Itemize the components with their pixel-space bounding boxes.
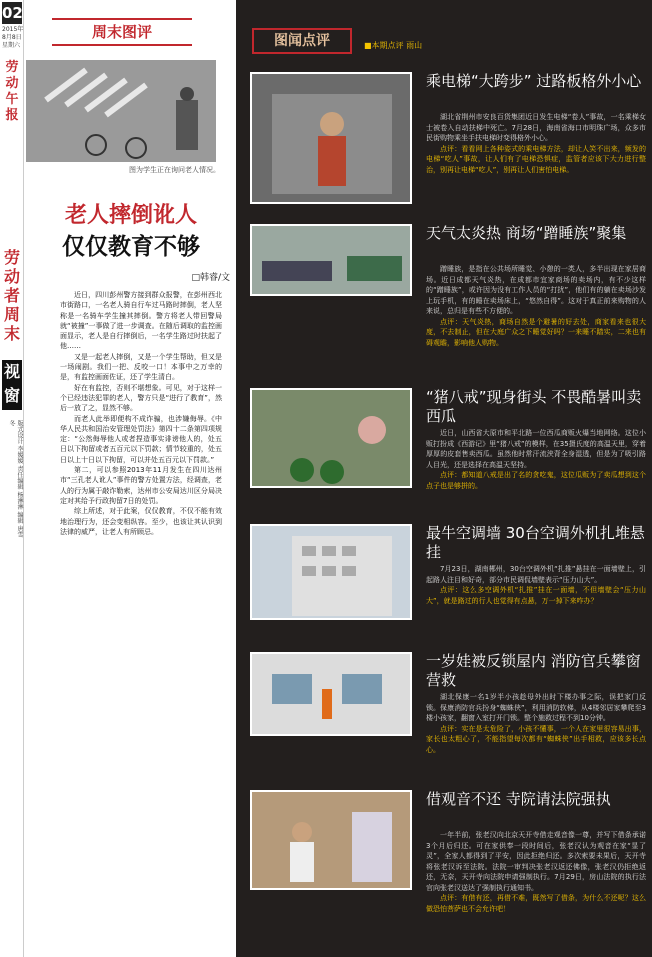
news-item-sleepers: [250, 224, 646, 374]
article-paragraph: 好在有监控，否则不堪想象。可见，对于这样一个已经违法犯罪的老人，警方只是“进行了教育”，然后一放了之，显然不够。: [60, 383, 222, 413]
item-title: 一岁娃被反锁屋内 消防官兵攀窗营救: [426, 652, 641, 689]
section-tag: 视窗: [2, 360, 22, 410]
sleepers-photo: [250, 224, 412, 296]
item-text: 湖北省荆州市安良百货集团近日发生电梯“卷人”事故，一名乘梯女士被卷入自动扶梯中死亡。7月28日，海南省海口市明珠广场，众多市民街购物乘坐手扶电梯时变得格外小心。: [426, 113, 646, 142]
item-body: [426, 692, 646, 755]
newspaper-logo: 劳动午报: [5, 60, 19, 123]
item-comment: 点评：实在是太危险了，小孩不懂事，一个人在家里很容易出事，家长也太粗心了，不能指望每次都有“蜘蛛侠”出手相救，应该多长点心。: [426, 724, 646, 754]
item-title: 借观音不还 寺院请法院强执: [426, 790, 611, 808]
item-comment: 点评：有借有还，再借不难，既然写了借条，为什么不还呢？这么做恐怕菩萨也不会允许吧！: [426, 894, 646, 913]
street-scene-image: [26, 60, 216, 162]
guanyin-photo: [250, 790, 412, 890]
ac-wall-photo: [250, 524, 412, 620]
item-comment: 点评：看看网上各种姿式的乘电梯方法，却让人笑不出来，频发的电梯“吃人”事故，让人们有了电梯恐惧症，监管者应该下大力进行整治，别再让电梯“吃人”，别再让人们害怕电梯。: [426, 144, 646, 174]
item-title: 天气太炎热 商场“蹭睡族”聚集: [426, 224, 627, 242]
section-name: 劳动者周末: [3, 248, 20, 343]
item-text: 一年半前，张老汉向北京天开寺借走观音像一尊，并写下借条承诺3个月后归还。可在家供奉一段时间后，张老汉认为观音在家“显了灵”，全家人都得到了平安，因此拒绝归还。多次索要未果后，天开寺将张老汉诉至法院。法院一审判决张老汉返还佛像，张老汉仍拒绝返还，无奈，天开寺向法院申请强制执行。7月29日，房山法院的执行法官向张老汉送达了强制执行通知书。: [426, 831, 646, 892]
item-body: [426, 264, 646, 348]
item-text: 蹭睡族，是指在公共场所睡觉、小憩的一类人，多半出现在家居商场。近日成都天气炎热，在成都市宜家商场的卖场内，有不少这样的“蹭睡族”，或许因为没有工作人员的“打扰”，他们有的躺在卖场沙发上玩手机，有的睡在卖场床上，“悠然自得”。这对于真正前来购物的人来说，总归是有些不方便的。: [426, 265, 646, 315]
issue-date: 2015年 8月8日 星期六: [2, 26, 24, 49]
weekend-commentary-header: 周末图评: [52, 18, 192, 46]
panel-byline: ■本期点评 雨山: [364, 41, 423, 50]
item-comment: 点评：都知道八戒是出了名的贪吃鬼，这位瓜贩为了卖瓜想到这个点子也是够拼的。: [426, 471, 646, 490]
page-number: 02: [2, 4, 23, 22]
article-paragraph: 又是一起老人摔倒，又是一个学生帮助，但又是一场闹剧。我们一把、反咬一口！本事中之万幸的是，有监控画面佐证，还了学生清白。: [60, 352, 222, 382]
author-byline: □韩睿/文: [191, 273, 230, 283]
item-text: 湖北保康一名1岁半小孩趁母外出时下楼办事之际，误把家门反锁。保康消防官兵扮身“蜘蛛侠”，利用消防软梯，从4楼邻居家攀爬至3楼小孩家，翻窗入室打开门锁。整个施救过程不到10分钟。: [426, 693, 646, 722]
item-comment: 点评：天气炎热，商场自然是个避暑的好去处，商家看来也很大度，不去制止，但在大庭广众之下睡觉好吗？一来睡不踏实，二来也有碍观瞻，影响他人购物。: [426, 317, 646, 347]
headline-line-2: 仅仅教育不够: [62, 234, 200, 260]
headline-line-1: 老人摔倒讹人: [64, 203, 197, 228]
item-comment: 点评：这么多空调外机“扎推”挂在一面墙，不但墙壁会“压力山大”，就是路过的行人也觉得有点悬，万一掉下来咋办？: [426, 586, 646, 605]
street-photo: [26, 60, 216, 162]
item-text: 7月23日，湖南郴州，30台空调外机“扎推”悬挂在一面墙壁上，引起路人注目和好奇，部分市民调侃墙壁表示“压力山大”。: [426, 565, 646, 584]
item-text: 近日，山西省大原市和平北路一位西瓜商贩火爆当地网络。这位小贩打扮成《西游记》里“猪八戒”的模样，在35摄氏度的高温天里，穿着厚厚的皮套售卖西瓜。虽然他时常汗流浃背全身湿透，但是为了吸引路人目光，还是选择在高温天坚持。: [426, 429, 646, 469]
item-body: [426, 830, 646, 914]
page-margin-strip: [0, 0, 24, 957]
item-body: [426, 112, 646, 175]
article-paragraph: 第二，可以参照2013年11月发生在四川达州市“三孔老人讹人”事件的警方处置方法，经调查，老人的行为属于敲诈勒索，达州市公安局达川区分局决定对其给予行政拘留7日的处罚。: [60, 466, 222, 505]
news-item-watermelon: [250, 388, 646, 518]
escalator-photo: [250, 72, 412, 204]
watermelon-photo: [250, 388, 412, 488]
article-paragraph: 而老人此举即便构不成诈骗，也涉嫌侮辱。《中华人民共和国治安管理处罚法》第四十二条第四项规定：“公然侮辱他人或者捏造事实诽谤他人的，处五日以下拘留或者五百元以下罚款；情节较重的，处五日以上十日以下拘留，可以并处五百元以下罚款。”: [60, 414, 222, 464]
editor-credits: 版式设计 李媛媛 责任编辑 杨淋淋 编辑 唐雪冬: [8, 420, 23, 538]
news-item-guanyin: [250, 790, 646, 950]
item-title: 乘电梯“大跨步” 过路板格外小心: [426, 72, 642, 90]
news-item-rescue: [250, 652, 646, 782]
article-body: [60, 290, 222, 537]
panel-header: 图闻点评: [252, 28, 352, 54]
news-item-ac-wall: [250, 524, 646, 644]
photo-caption: 图为学生正在询问老人情况。: [129, 166, 220, 174]
item-title: “猪八戒”现身街头 不畏酷暑叫卖西瓜: [426, 388, 642, 425]
item-body: [426, 428, 646, 491]
article-paragraph: 近日，四川彭州警方接到群众报警，在彭州西北市街路口，一名老人骑自行车过马路时摔倒，老人坚称是一名骑车学生撞其摔倒。警方将老人带回警局就“被撞”一事做了进一步调查。在随后调取的监控画面显示，老人是自行摔倒后，一名学生路过时扶起了他……: [60, 291, 222, 351]
rescue-photo: [250, 652, 412, 736]
news-item-escalator: [250, 72, 646, 212]
item-title: 最牛空调墙 30台空调外机扎堆悬挂: [426, 524, 645, 561]
article-paragraph: 综上所述，对于此案，仅仅教育，不仅不能有效地治理行为，还会变相纵容。至少，也该让其认识到法律的威严，让老人有所顾忌。: [60, 507, 222, 536]
item-body: [426, 564, 646, 606]
